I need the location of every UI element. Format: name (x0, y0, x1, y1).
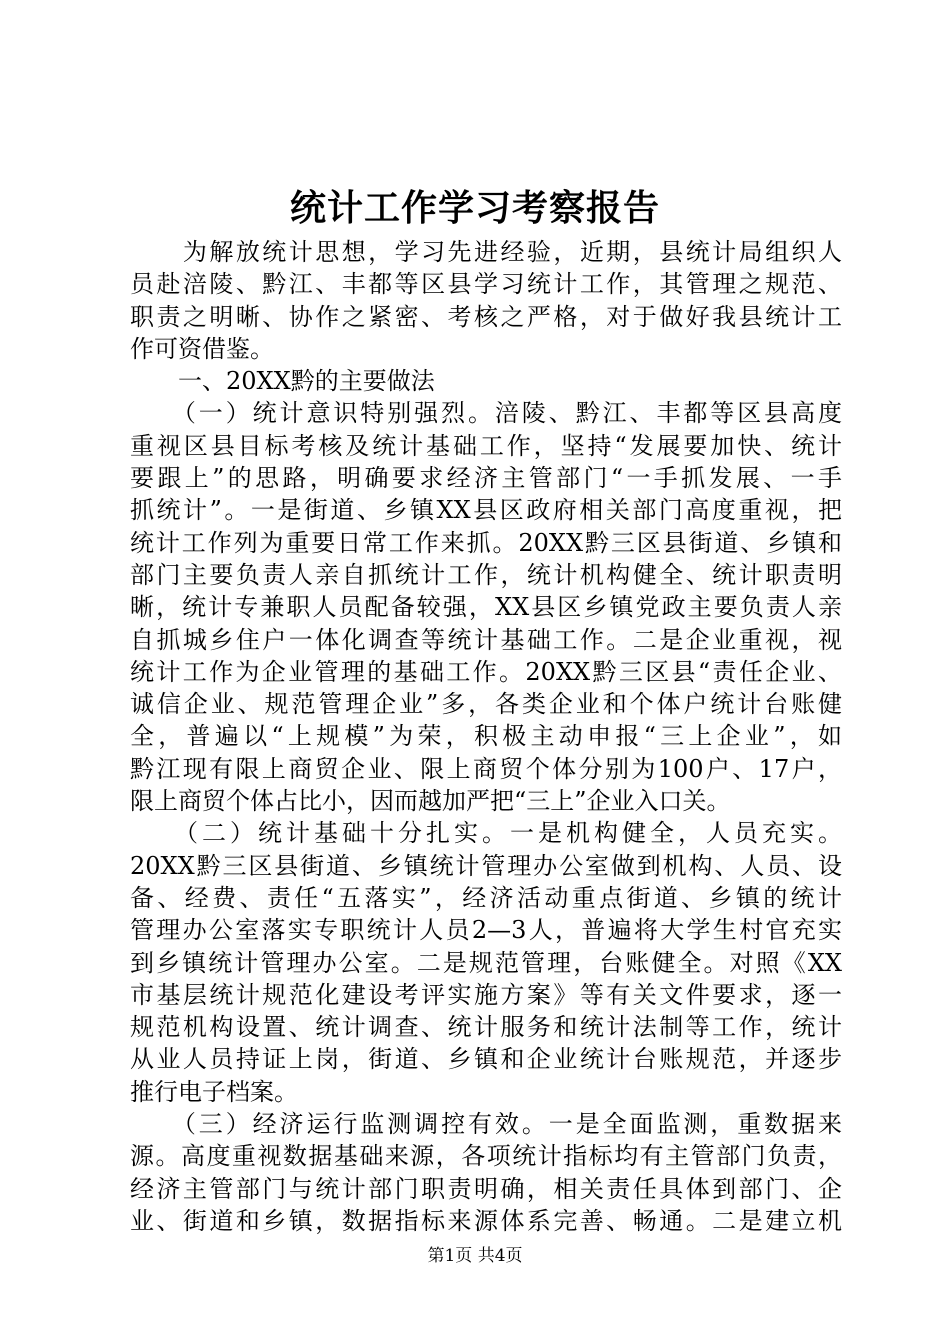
text-line: （二）统计基础十分扎实。一是机构健全，人员充实。 (130, 819, 842, 848)
text-line: 部门主要负责人亲自抓统计工作，统计机构健全、统计职责明 (130, 560, 842, 589)
text-line: 诚信企业、规范管理企业”多，各类企业和个体户统计台账健 (130, 690, 842, 719)
text-line: 为解放统计思想，学习先进经验，近期，县统计局组织人 (130, 238, 842, 266)
text-line: 推行电子档案。 (130, 1077, 298, 1106)
text-line: 备、经费、责任“五落实”，经济活动重点街道、乡镇的统计 (130, 883, 842, 912)
text-line: 规范机构设置、统计调查、统计服务和统计法制等工作，统计 (130, 1013, 842, 1042)
text-line: 限上商贸个体占比小，因而越加严把“三上”企业入口关。 (130, 787, 731, 816)
text-line: （三）经济运行监测调控有效。一是全面监测，重数据来 (130, 1110, 842, 1139)
text-line: 经济主管部门与统计部门职责明确，相关责任具体到部门、企 (130, 1174, 842, 1203)
text-line: 晰，统计专兼职人员配备较强，XX县区乡镇党政主要负责人亲 (130, 593, 842, 622)
text-line: 统计工作为企业管理的基础工作。20XX黔三区县“责任企业、 (130, 657, 842, 686)
text-line: 统计工作列为重要日常工作来抓。20XX黔三区县街道、乡镇和 (130, 528, 842, 557)
text-line: 作可资借鉴。 (130, 334, 274, 363)
text-line: 全，普遍以“上规模”为荣，积极主动申报“三上企业”，如 (130, 722, 842, 751)
text-line: 市基层统计规范化建设考评实施方案》等有关文件要求，逐一 (130, 980, 842, 1009)
document-body (130, 236, 842, 1237)
page-footer: 第1页 共4页 (427, 1246, 523, 1266)
text-line: 职责之明晰、协作之紧密、考核之严格，对于做好我县统计工 (130, 302, 842, 331)
text-line: 管理办公室落实专职统计人员2—3人，普遍将大学生村官充实 (130, 916, 842, 945)
text-line: 员赴涪陵、黔江、丰都等区县学习统计工作，其管理之规范、 (130, 270, 842, 299)
text-line: （一）统计意识特别强烈。涪陵、黔江、丰都等区县高度 (130, 399, 842, 428)
text-line: 一、20XX黔的主要做法 (130, 367, 435, 396)
text-line: 黔江现有限上商贸企业、限上商贸个体分别为100户、17户， (130, 754, 842, 783)
document-title: 统计工作学习考察报告 (289, 187, 660, 229)
text-line: 源。高度重视数据基础来源，各项统计指标均有主管部门负责， (130, 1142, 842, 1171)
text-line: 从业人员持证上岗，街道、乡镇和企业统计台账规范，并逐步 (130, 1045, 842, 1074)
text-line: 20XX黔三区县街道、乡镇统计管理办公室做到机构、人员、设 (130, 851, 842, 880)
text-line: 抓统计”。一是街道、乡镇XX县区政府相关部门高度重视，把 (130, 496, 842, 525)
text-line: 到乡镇统计管理办公室。二是规范管理，台账健全。对照《XX (130, 948, 842, 977)
text-line: 要跟上”的思路，明确要求经济主管部门“一手抓发展、一手 (130, 464, 842, 493)
text-line: 自抓城乡住户一体化调查等统计基础工作。二是企业重视，视 (130, 625, 842, 654)
text-line: 业、街道和乡镇，数据指标来源体系完善、畅通。二是建立机 (130, 1206, 842, 1235)
text-line: 重视区县目标考核及统计基础工作，坚持“发展要加快、统计 (130, 431, 842, 460)
